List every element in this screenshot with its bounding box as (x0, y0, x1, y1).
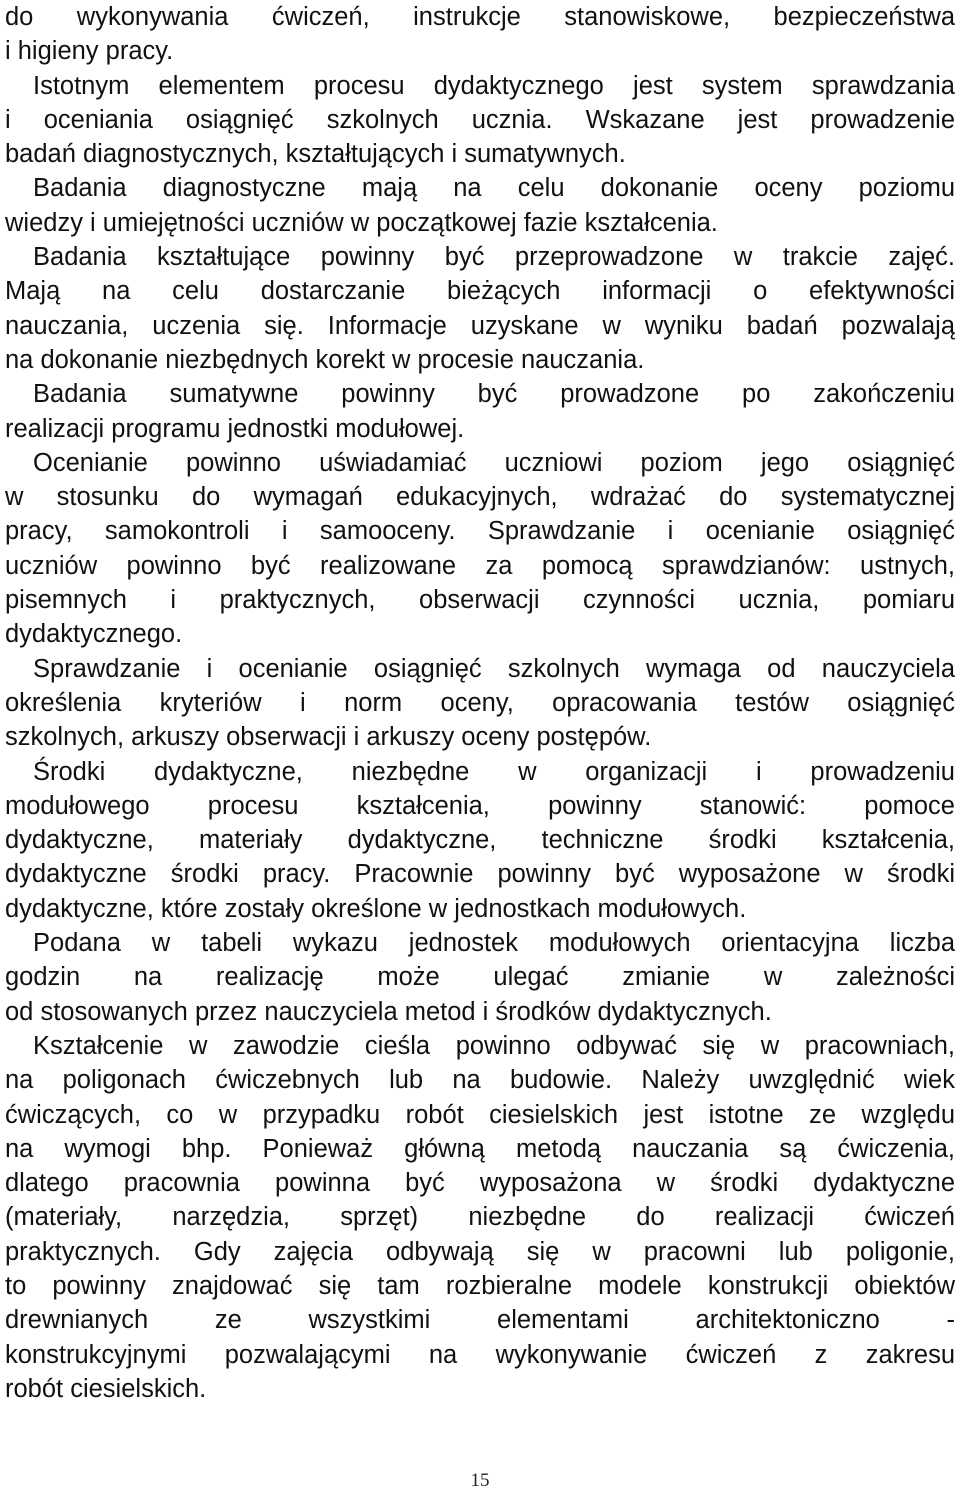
text-line: i higieny pracy. (5, 37, 174, 66)
text-line: i oceniania osiągnięć szkolnych ucznia. Wskazane jest prowadzenie (5, 105, 955, 134)
text-line: określenia kryteriów i norm oceny, opracowania testów osiągnięć (5, 688, 955, 717)
text-line: konstrukcyjnymi pozwalającymi na wykonywanie ćwiczeń z zakresu (5, 1340, 955, 1369)
text-line: do wykonywania ćwiczeń, instrukcje stanowiskowe, bezpieczeństwa (5, 3, 955, 31)
text-line: Istotnym elementem procesu dydaktycznego jest system sprawdzania (33, 71, 955, 100)
text-line: Badania sumatywne powinny być prowadzone po zakończeniu (33, 380, 955, 409)
page-number: 15 (470, 1470, 490, 1491)
text-line: dlatego pracownia powinna być wyposażona w środki dydaktyczne (5, 1169, 955, 1198)
text-line: uczniów powinno być realizowane za pomocą sprawdzianów: ustnych, (5, 551, 955, 580)
text-line: Mają na celu dostarczanie bieżących informacji o efektywności (5, 277, 955, 306)
text-line: drewnianych ze wszystkimi elementami architektoniczno - (5, 1306, 955, 1335)
text-line: na dokonanie niezbędnych korekt w procesie nauczania. (5, 345, 645, 374)
text-line: (materiały, narzędzia, sprzęt) niezbędne do realizacji ćwiczeń (5, 1203, 955, 1232)
text-line: szkolnych, arkuszy obserwacji i arkuszy oceny postępów. (5, 723, 652, 752)
text-line: Ocenianie powinno uświadamiać uczniowi poziom jego osiągnięć (33, 448, 955, 477)
text-line: w stosunku do wymagań edukacyjnych, wdrażać do systematycznej (5, 483, 955, 512)
text-line: Środki dydaktyczne, niezbędne w organizacji i prowadzeniu (33, 757, 955, 786)
text-line: godzin na realizację może ulegać zmianie w zależności (5, 963, 955, 992)
text-line: na wymogi bhp. Ponieważ główną metodą nauczania są ćwiczenia, (5, 1134, 955, 1163)
text-line: to powinny znajdować się tam rozbieralne modele konstrukcji obiektów (5, 1271, 955, 1300)
text-line: ćwiczących, co w przypadku robót ciesielskich jest istotne ze względu (5, 1100, 955, 1129)
text-line: realizacji programu jednostki modułowej. (5, 414, 465, 443)
text-line: na poligonach ćwiczebnych lub na budowie. Należy uwzględnić wiek (5, 1066, 955, 1095)
text-line: dydaktyczne środki pracy. Pracownie powinny być wyposażone w środki (5, 860, 955, 889)
text-line: praktycznych. Gdy zajęcia odbywają się w pracowni lub poligonie, (5, 1237, 955, 1266)
text-line: dydaktyczne, które zostały określone w jednostkach modułowych. (5, 894, 747, 923)
text-line: modułowego procesu kształcenia, powinny stanowić: pomoce (5, 791, 955, 820)
text-line: pisemnych i praktycznych, obserwacji czynności ucznia, pomiaru (5, 586, 955, 615)
text-line: wiedzy i umiejętności uczniów w początkowej fazie kształcenia. (5, 208, 718, 237)
text-line: pracy, samokontroli i samooceny. Sprawdzanie i ocenianie osiągnięć (5, 517, 955, 546)
text-line: robót ciesielskich. (5, 1374, 207, 1403)
body-text (5, 0, 955, 1406)
text-line: Kształcenie w zawodzie cieśla powinno odbywać się w pracowniach, (33, 1031, 955, 1060)
text-line: badań diagnostycznych, kształtujących i sumatywnych. (5, 140, 626, 169)
text-line: Podana w tabeli wykazu jednostek modułowych orientacyjna liczba (33, 929, 955, 958)
text-line: dydaktyczne, materiały dydaktyczne, techniczne środki kształcenia, (5, 826, 955, 855)
text-line: od stosowanych przez nauczyciela metod i środków dydaktycznych. (5, 997, 772, 1026)
text-line: nauczania, uczenia się. Informacje uzyskane w wyniku badań pozwalają (5, 311, 955, 340)
text-line: Sprawdzanie i ocenianie osiągnięć szkolnych wymaga od nauczyciela (33, 654, 955, 683)
text-line: Badania diagnostyczne mają na celu dokonanie oceny poziomu (33, 174, 955, 203)
text-line: Badania kształtujące powinny być przeprowadzone w trakcie zajęć. (33, 243, 955, 272)
text-line: dydaktycznego. (5, 620, 183, 649)
